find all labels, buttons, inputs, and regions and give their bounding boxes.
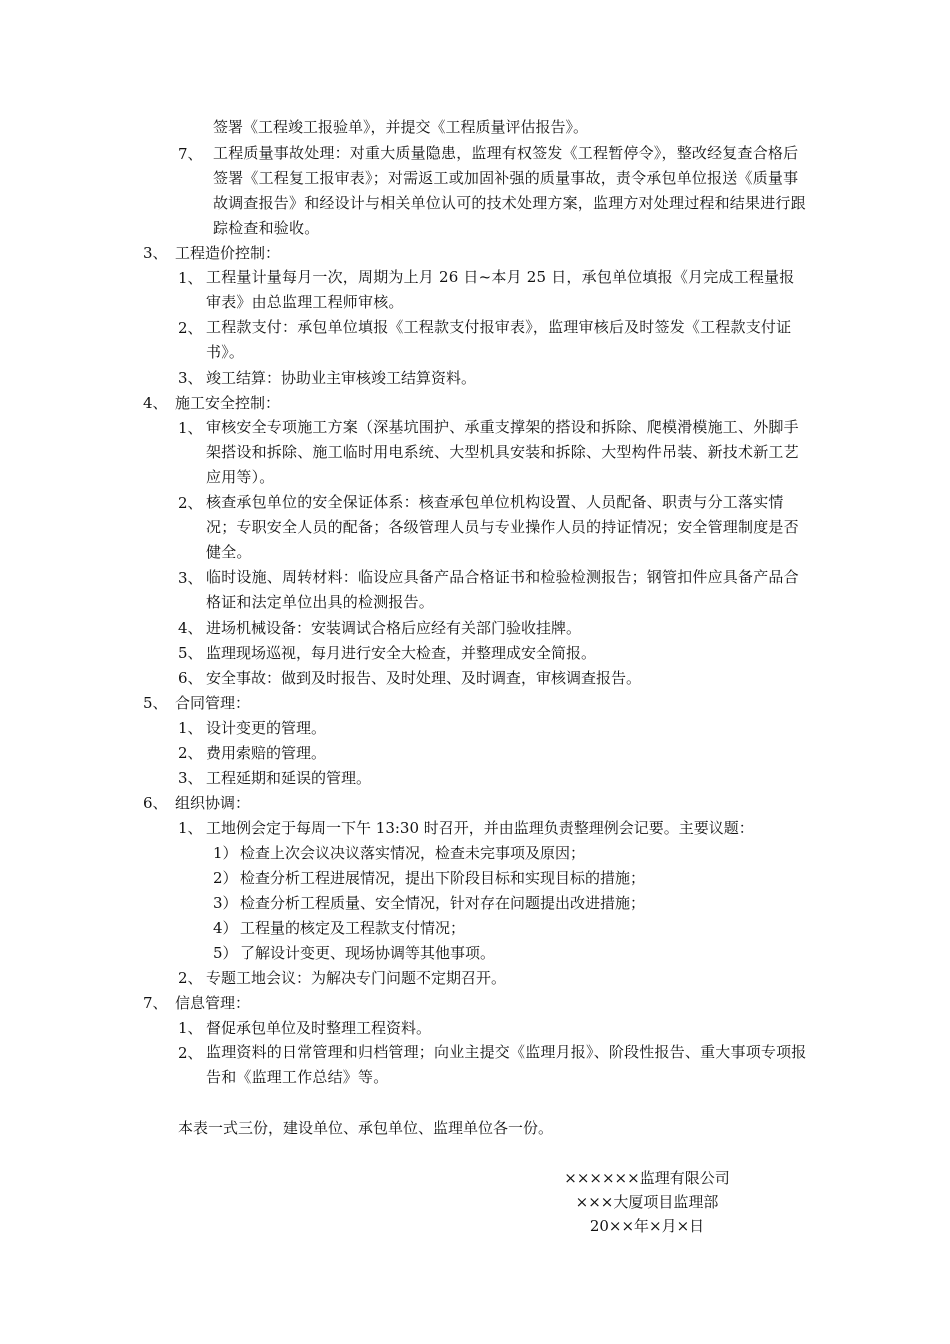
signature-department: ×××大厦项目监理部 — [575, 1193, 719, 1211]
section-title: 工程造价控制： — [175, 244, 281, 262]
list-item-text: 专题工地会议：为解决专门问题不定期召开。 — [206, 969, 507, 987]
list-number: 3、 — [178, 769, 203, 787]
list-item-text: 审核安全专项施工方案（深基坑围护、承重支撑架的搭设和拆除、爬模滑模施工、外脚手架搭设和拆除、施工临时用电系统、大型机具安装和拆除、大型构件吊装、新技术新工艺应用等）。 — [206, 418, 799, 486]
list-item-text: 监理资料的日常管理和归档管理；向业主提交《监理月报》、阶段性报告、重大事项专项报告和《监理工作总结》等。 — [206, 1043, 807, 1086]
list-number: 2、 — [178, 969, 203, 987]
footer-note: 本表一式三份，建设单位、承包单位、监理单位各一份。 — [178, 1119, 554, 1137]
sub-item-text: 了解设计变更、现场协调等其他事项。 — [240, 944, 496, 962]
list-item-text: 督促承包单位及时整理工程资料。 — [206, 1019, 432, 1037]
section-number: 7、 — [143, 994, 168, 1012]
list-number: 2、 — [178, 744, 203, 762]
sub-item-number: 2） — [213, 869, 238, 887]
list-number: 1、 — [178, 419, 203, 437]
list-number: 2、 — [178, 1044, 203, 1062]
list-item-text: 工地例会定于每周一下午 13:30 时召开，并由监理负责整理例会记要。主要议题： — [206, 819, 754, 837]
list-number: 6、 — [178, 669, 203, 687]
section-title: 施工安全控制： — [175, 394, 281, 412]
list-number: 3、 — [178, 569, 203, 587]
list-number: 1、 — [178, 269, 203, 287]
sub-item-text: 工程量的核定及工程款支付情况； — [240, 919, 466, 937]
list-item-text: 工程量计量每月一次，周期为上月 26 日~本月 25 日，承包单位填报《月完成工程量报审表》由总监理工程师审核。 — [206, 268, 795, 311]
list-item-text: 核查承包单位的安全保证体系：核查承包单位机构设置、人员配备、职责与分工落实情况；专职安全人员的配备；各级管理人员与专业操作人员的持证情况；安全管理制度是否健全。 — [206, 493, 799, 561]
list-number: 3、 — [178, 369, 203, 387]
sub-item-text: 检查上次会议决议落实情况，检查未完事项及原因； — [240, 844, 586, 862]
signature-date: 20××年×月×日 — [589, 1217, 705, 1235]
section-title: 组织协调： — [175, 794, 251, 812]
list-number: 2、 — [178, 319, 203, 337]
sub-item-text: 检查分析工程质量、安全情况，针对存在问题提出改进措施； — [240, 894, 646, 912]
list-item-text: 费用索赔的管理。 — [206, 744, 327, 762]
list-number: 5、 — [178, 644, 203, 662]
list-item-text: 工程款支付：承包单位填报《工程款支付报审表》，监理审核后及时签发《工程款支付证书》。 — [206, 318, 792, 361]
list-item-text: 工程质量事故处理：对重大质量隐患，监理有权签发《工程暂停令》，整改经复查合格后签署《工程复工报审表》；对需返工或加固补强的质量事故，责令承包单位报送《质量事故调查报告》和经设计与相关单位认可的技术处理方案，监理方对处理过程和结果进行跟踪检查和验收。 — [213, 144, 806, 237]
sub-item-text: 检查分析工程进展情况，提出下阶段目标和实现目标的措施； — [240, 869, 646, 887]
list-number: 1、 — [178, 1019, 203, 1037]
list-item-text: 工程延期和延误的管理。 — [206, 769, 372, 787]
list-item-text: 临时设施、周转材料：临设应具备产品合格证书和检验检测报告；钢管扣件应具备产品合格证和法定单位出具的检测报告。 — [206, 568, 799, 611]
paragraph-line: 签署《工程竣工报验单》，并提交《工程质量评估报告》。 — [213, 118, 589, 136]
list-item-text: 设计变更的管理。 — [206, 719, 327, 737]
list-number: 1、 — [178, 719, 203, 737]
list-number: 4、 — [178, 619, 203, 637]
section-number: 3、 — [143, 244, 168, 262]
signature-company: ××××××监理有限公司 — [564, 1169, 730, 1187]
sub-item-number: 5） — [213, 944, 238, 962]
section-number: 5、 — [143, 694, 168, 712]
section-number: 6、 — [143, 794, 168, 812]
sub-item-number: 3） — [213, 894, 238, 912]
list-number: 7、 — [178, 145, 203, 163]
list-number: 1、 — [178, 819, 203, 837]
list-item-text: 监理现场巡视，每月进行安全大检查，并整理成安全简报。 — [206, 644, 597, 662]
list-item-text: 竣工结算：协助业主审核竣工结算资料。 — [206, 369, 477, 387]
list-item-text: 进场机械设备：安装调试合格后应经有关部门验收挂牌。 — [206, 619, 582, 637]
sub-item-number: 4） — [213, 919, 238, 937]
list-number: 2、 — [178, 494, 203, 512]
section-number: 4、 — [143, 394, 168, 412]
section-title: 合同管理： — [175, 694, 251, 712]
section-title: 信息管理： — [175, 994, 251, 1012]
list-item-text: 安全事故：做到及时报告、及时处理、及时调查，审核调查报告。 — [206, 669, 642, 687]
sub-item-number: 1） — [213, 844, 238, 862]
